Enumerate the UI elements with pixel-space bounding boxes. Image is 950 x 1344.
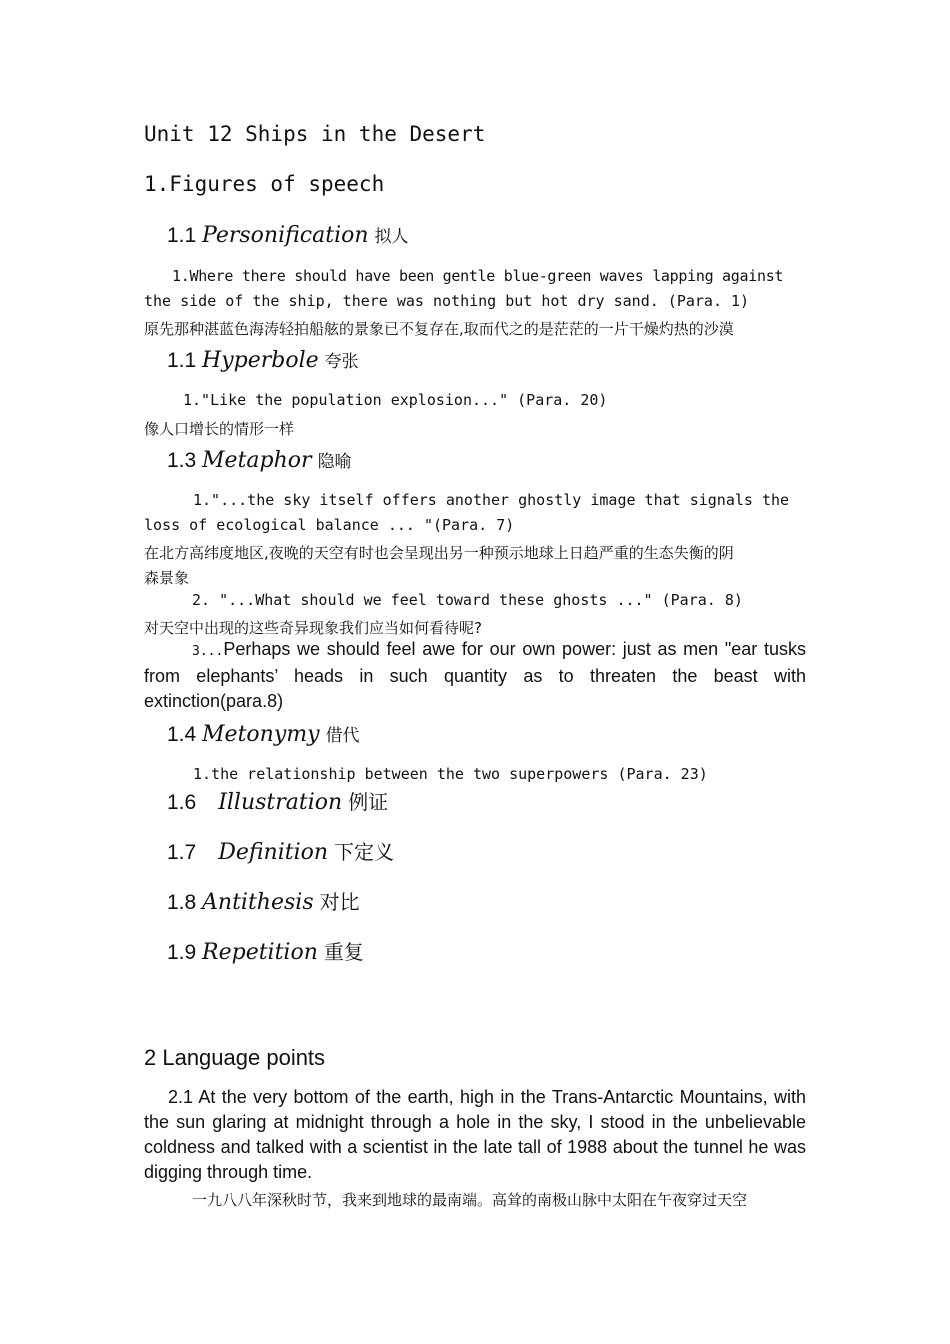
example-line: 1.the relationship between the two superpowers (Para. 23) — [193, 765, 708, 783]
subsection-number: 1.1 — [167, 224, 203, 247]
subsection-number: 1.3 — [167, 449, 203, 472]
example-line: 1."...the sky itself offers another ghostly image that signals the — [193, 491, 790, 509]
example-line: 2. "...What should we feel toward these ghosts ..." (Para. 8) — [192, 591, 743, 609]
example-number: 3... — [192, 644, 224, 659]
subsection-metaphor — [167, 447, 352, 473]
subsection-title: Repetition — [202, 940, 318, 965]
translation-line: 一九八八年深秋时节，我来到地球的最南端。高耸的南极山脉中太阳在午夜穿过天空 — [192, 1191, 748, 1209]
subsection-title-zh: 夸张 — [324, 352, 359, 372]
subsection-number: 1.6 — [167, 791, 197, 814]
example-line: the side of the ship, there was nothing but hot dry sand. (Para. 1) — [144, 292, 750, 310]
subsection-title: Metonymy — [202, 722, 320, 747]
subsection-title: Metaphor — [202, 448, 312, 473]
translation-line: 在北方高纬度地区,夜晚的天空有时也会呈现出另一种预示地球上日趋严重的生态失衡的阴 — [144, 544, 734, 562]
subsection-definition — [167, 836, 394, 865]
subsection-antithesis — [167, 886, 360, 915]
subsection-repetition — [167, 936, 364, 965]
example-line: 1."Like the population explosion..." (Para. 20) — [183, 391, 608, 409]
subsection-title: Illustration — [218, 790, 343, 815]
subsection-title-zh: 拟人 — [374, 227, 409, 247]
subsection-title: Hyperbole — [202, 348, 319, 373]
subsection-number: 1.1 — [167, 349, 203, 372]
subsection-title-zh: 借代 — [325, 726, 360, 746]
subsection-number: 1.9 — [167, 941, 203, 964]
subsection-metonymy — [167, 721, 360, 747]
subsection-title: Antithesis — [202, 890, 314, 915]
subsection-personification — [167, 222, 409, 248]
translation-line: 森景象 — [144, 569, 190, 587]
example-line: loss of ecological balance ... "(Para. 7) — [144, 516, 515, 534]
subsection-hyperbole — [167, 347, 359, 373]
translation-line: 像人口增长的情形一样 — [144, 420, 295, 438]
section-heading-language-points: 2 Language points — [144, 1045, 326, 1070]
subsection-title-zh: 重复 — [323, 940, 364, 964]
subsection-title-zh: 对比 — [319, 890, 360, 914]
translation-line: 对天空中出现的这些奇异现象我们应当如何看待呢? — [144, 619, 482, 637]
subsection-number: 1.4 — [167, 723, 203, 746]
subsection-title: Personification — [202, 223, 369, 248]
subsection-title-zh: 例证 — [348, 790, 389, 814]
subsection-title-zh: 隐喻 — [317, 452, 352, 472]
section-heading-figures-of-speech: 1.Figures of speech — [144, 172, 385, 196]
translation-line: 原先那种湛蓝色海涛轻拍船舷的景象已不复存在,取而代之的是茫茫的一片干燥灼热的沙漠 — [144, 320, 734, 338]
subsection-title-zh: 下定义 — [334, 840, 395, 864]
page-title: Unit 12 Ships in the Desert — [144, 122, 486, 146]
subsection-title: Definition — [218, 840, 329, 865]
example-text: Perhaps we should feel awe for our own power: just as men "ear tusks from elephants’ heads in such quantity as to threaten the beast with extinction(para.8) — [144, 639, 806, 711]
subsection-number: 1.8 — [167, 891, 203, 914]
subsection-illustration — [167, 786, 388, 815]
language-point-paragraph: 2.1 At the very bottom of the earth, high in the Trans-Antarctic Mountains, with the sun glaring at midnight through a hole in the sky, I stood in the unbelievable coldness and talked with a scientist in the late tall of 1988 about the tunnel he was digging through time. — [144, 1087, 806, 1182]
example-line: 1.Where there should have been gentle blue-green waves lapping against — [172, 267, 784, 285]
example-paragraph — [144, 637, 806, 714]
subsection-number: 1.7 — [167, 841, 197, 864]
